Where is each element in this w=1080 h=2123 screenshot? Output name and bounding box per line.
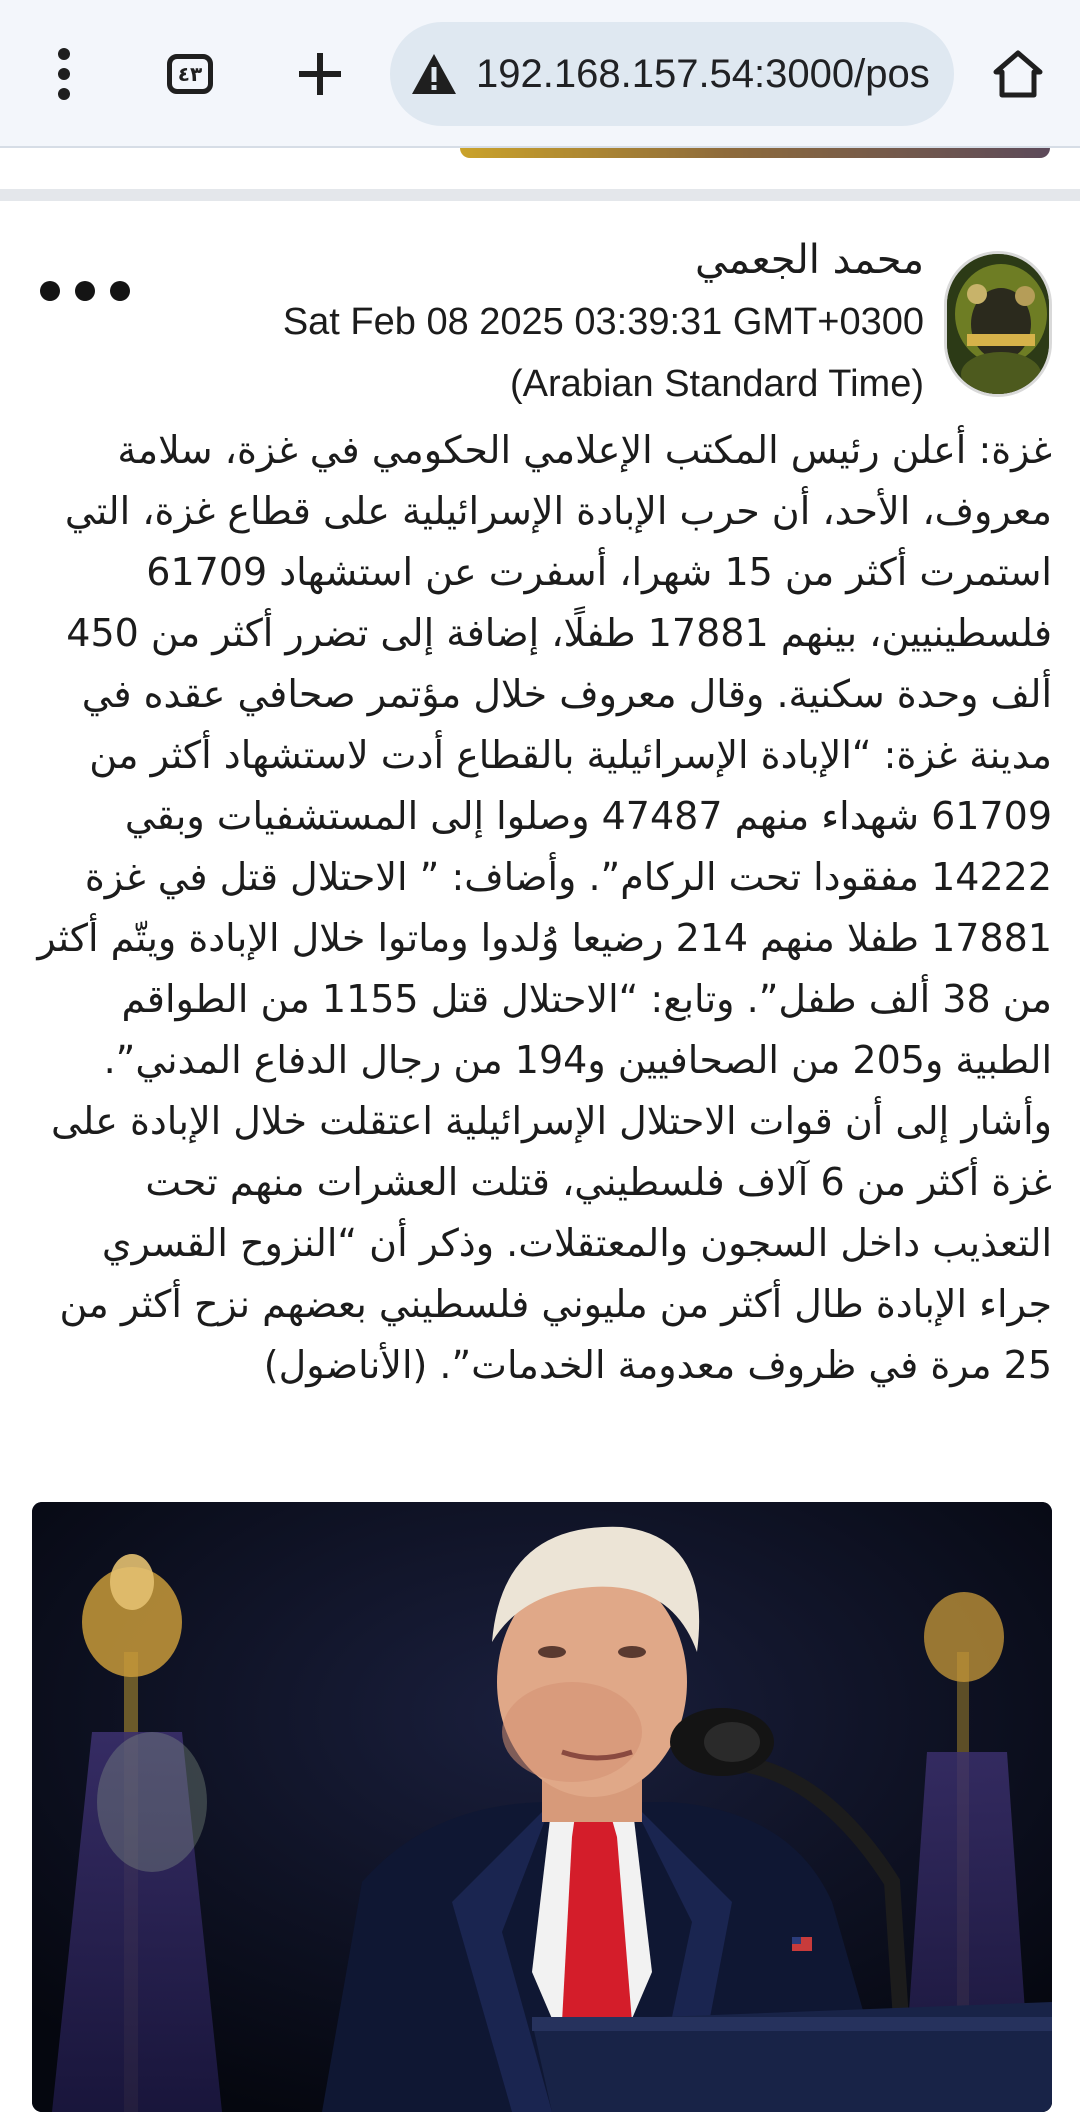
post-body-text: غزة: أعلن رئيس المكتب الإعلامي الحكومي في غزة، سلامة معروف، الأحد، أن حرب الإبادة الإسرائيلية على قطاع غزة، التي استمرت أكثر من 15 شهرا، أسفرت عن استشهاد 61709 فلسطينيين، بينهم 17881 طفلًا، إضافة إلى تضرر أكثر من 450 ألف وحدة سكنية. وقال معروف خلال مؤتمر صحافي عقده في مدينة غزة: “الإبادة الإسرائيلية بالقطاع أدت لاستشهاد أكثر من 61709 شهداء منهم 47487 وصلوا إلى المستشفيات وبقي 14222 مفقودا تحت الركام”. وأضاف: ” الاحتلال قتل في غزة 17881 طفلا منهم 214 رضيعا وُلدوا وماتوا خلال الإبادة ويتّم أكثر من 38 ألف طفل”. وتابع: “الاحتلال قتل 1155 من الطواقم الطبية و205 من الصحافيين و194 من رجال الدفاع المدني”. وأشار إلى أن قوات الاحتلال الإسرائيلية اعتقلت خلال الإبادة على غزة أكثر من 6 آلاف فلسطيني، قتلت العشرات منهم تحت التعذيب داخل السجون والمعتقلات. وذكر أن “النزوح القسري جراء الإبادة طال أكثر من مليوني فلسطيني بعضهم نزح أكثر من 25 مرة في ظروف معدومة الخدمات”. (الأناضول)	[37, 428, 1052, 1387]
new-tab-button[interactable]	[278, 32, 362, 116]
more-dots-icon	[110, 281, 130, 301]
warning-triangle-icon[interactable]	[410, 52, 458, 96]
post-author-name[interactable]: محمد الجعمي	[695, 237, 924, 283]
plus-icon	[297, 51, 343, 97]
man-at-podium-photo	[32, 1502, 1052, 2112]
more-dots-icon	[40, 281, 60, 301]
menu-button[interactable]	[22, 32, 106, 116]
post-more-button[interactable]	[40, 271, 130, 311]
post-header	[0, 201, 1080, 416]
avatar[interactable]	[944, 251, 1052, 397]
post-date: Sat Feb 08 2025 03:39:31 GMT+0300	[282, 301, 924, 343]
more-dots-icon	[75, 281, 95, 301]
url-text[interactable]: 192.168.157.54:3000/pos	[476, 51, 930, 96]
home-icon	[992, 48, 1044, 100]
home-button[interactable]	[976, 32, 1060, 116]
browser-toolbar	[0, 0, 1080, 148]
avatar-image	[947, 254, 1052, 397]
tab-count-label: ٤٣	[177, 62, 203, 86]
address-bar[interactable]	[390, 22, 954, 126]
vertical-dots-icon	[54, 44, 74, 104]
previous-post-banner-edge	[460, 148, 1050, 158]
post-image[interactable]	[32, 1502, 1052, 2112]
post-separator	[0, 189, 1080, 201]
tab-switcher-button[interactable]	[148, 32, 232, 116]
tab-switcher-icon	[167, 54, 213, 94]
post-timezone: (Arabian Standard Time)	[510, 363, 924, 405]
